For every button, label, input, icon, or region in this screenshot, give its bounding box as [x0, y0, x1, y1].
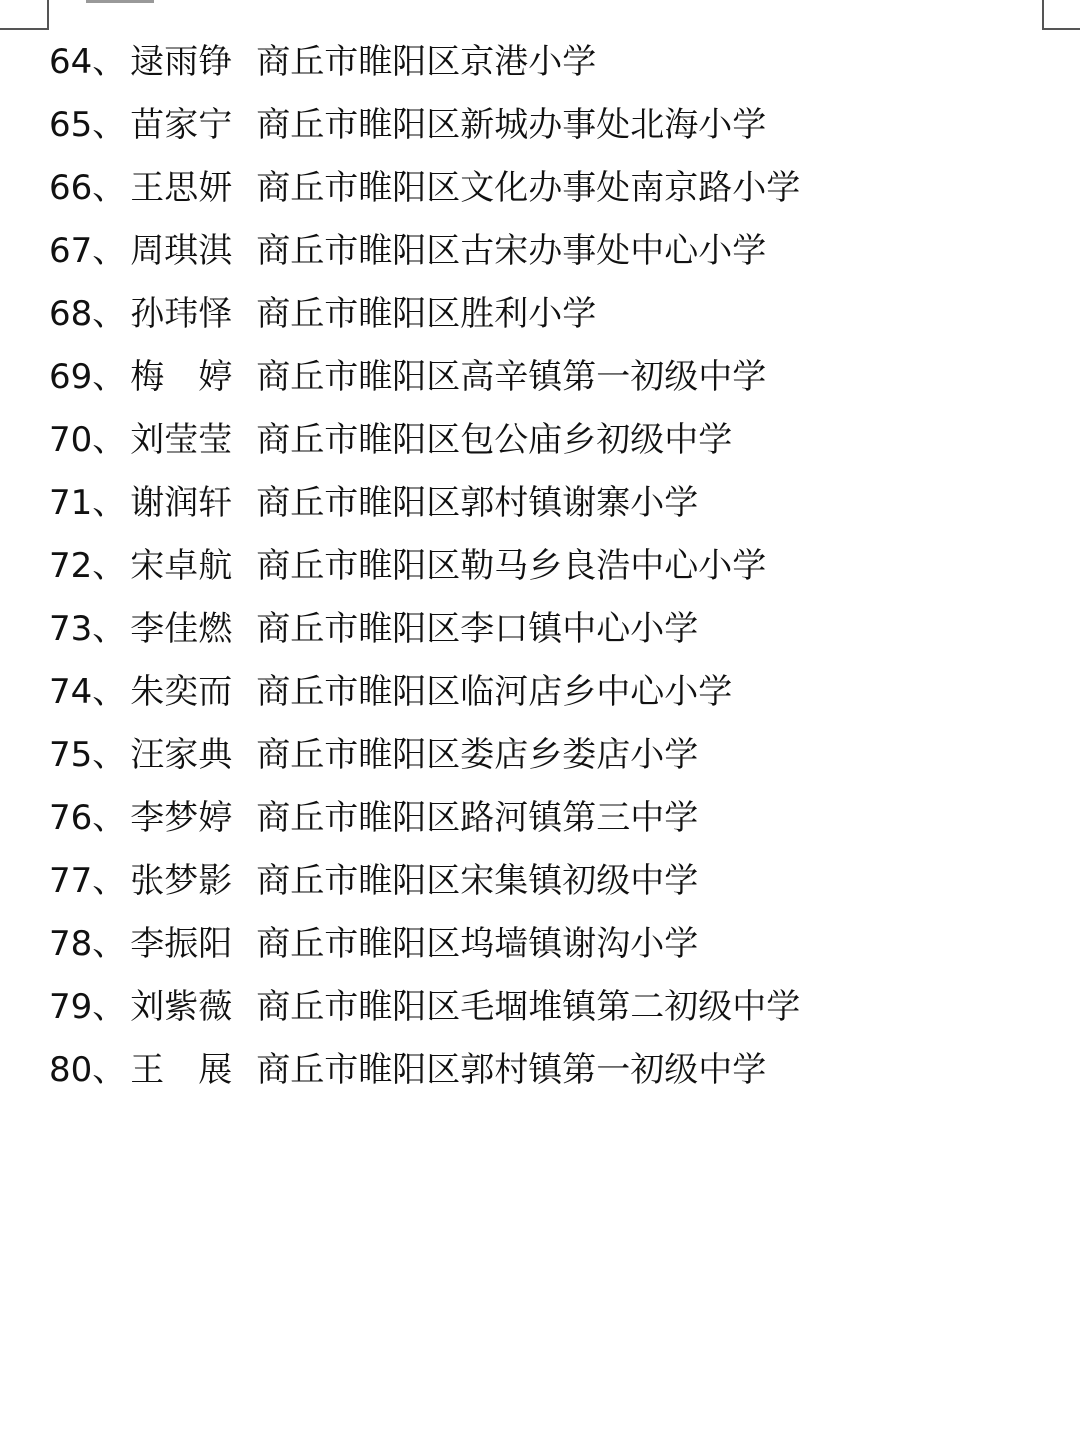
- student-name: 逯雨铮: [130, 42, 233, 82]
- school-name: 商丘市睢阳区李口镇中心小学: [256, 609, 699, 649]
- entry-separator: 、: [92, 672, 127, 712]
- entry-separator: 、: [92, 609, 127, 649]
- entry-separator: 、: [92, 357, 127, 397]
- list-item: [49, 794, 800, 857]
- student-name: 苗家宁: [130, 105, 233, 145]
- list-item: [49, 1046, 800, 1109]
- school-name: 商丘市睢阳区宋集镇初级中学: [256, 861, 699, 901]
- entry-number: 68: [49, 294, 93, 334]
- entry-number: 77: [49, 861, 93, 901]
- school-name: 商丘市睢阳区文化办事处南京路小学: [256, 168, 801, 208]
- entry-number: 73: [49, 609, 93, 649]
- entry-separator: 、: [92, 546, 127, 586]
- previous-line-fragment: [86, 0, 154, 3]
- entry-number: 76: [49, 798, 93, 838]
- list-item: [49, 920, 800, 983]
- entry-number: 71: [49, 483, 93, 523]
- list-item: [49, 353, 800, 416]
- student-name: 刘莹莹: [130, 420, 233, 460]
- entry-number: 69: [49, 357, 93, 397]
- entry-number: 64: [49, 42, 93, 82]
- school-name: 商丘市睢阳区高辛镇第一初级中学: [256, 357, 767, 397]
- crop-mark-top-left: [0, 0, 49, 30]
- entry-number: 78: [49, 924, 93, 964]
- student-name: 李佳燃: [130, 609, 233, 649]
- entry-number: 66: [49, 168, 93, 208]
- student-name: 刘紫薇: [130, 987, 233, 1027]
- entry-number: 67: [49, 231, 93, 271]
- entry-number: 72: [49, 546, 93, 586]
- school-name: 商丘市睢阳区胜利小学: [256, 294, 597, 334]
- entry-number: 65: [49, 105, 93, 145]
- entry-number: 79: [49, 987, 93, 1027]
- list-item: [49, 668, 800, 731]
- entry-separator: 、: [92, 483, 127, 523]
- entry-separator: 、: [92, 231, 127, 271]
- list-item: [49, 416, 800, 479]
- list-item: [49, 227, 800, 290]
- list-item: [49, 983, 800, 1046]
- entry-separator: 、: [92, 924, 127, 964]
- entry-separator: 、: [92, 168, 127, 208]
- school-name: 商丘市睢阳区古宋办事处中心小学: [256, 231, 767, 271]
- student-name: 张梦影: [130, 861, 233, 901]
- student-name: 宋卓航: [130, 546, 233, 586]
- student-name: 孙玮怿: [130, 294, 233, 334]
- entry-separator: 、: [92, 420, 127, 460]
- student-name: 李梦婷: [130, 798, 233, 838]
- list-item: [49, 290, 800, 353]
- entry-separator: 、: [92, 987, 127, 1027]
- entry-number: 70: [49, 420, 93, 460]
- list-item: [49, 101, 800, 164]
- school-name: 商丘市睢阳区郭村镇谢寨小学: [256, 483, 699, 523]
- school-name: 商丘市睢阳区郭村镇第一初级中学: [256, 1050, 767, 1090]
- entry-separator: 、: [92, 798, 127, 838]
- entry-separator: 、: [92, 735, 127, 775]
- entry-number: 75: [49, 735, 93, 775]
- school-name: 商丘市睢阳区娄店乡娄店小学: [256, 735, 699, 775]
- list-item: [49, 38, 800, 101]
- student-name: 汪家典: [130, 735, 233, 775]
- crop-mark-top-right: [1042, 0, 1080, 30]
- entry-separator: 、: [92, 42, 127, 82]
- school-name: 商丘市睢阳区路河镇第三中学: [256, 798, 699, 838]
- entry-separator: 、: [92, 861, 127, 901]
- entry-separator: 、: [92, 105, 127, 145]
- student-name: 李振阳: [130, 924, 233, 964]
- student-name: 谢润轩: [130, 483, 233, 523]
- student-name: 梅 婷: [130, 357, 233, 397]
- school-name: 商丘市睢阳区新城办事处北海小学: [256, 105, 767, 145]
- entry-number: 74: [49, 672, 93, 712]
- school-name: 商丘市睢阳区包公庙乡初级中学: [256, 420, 733, 460]
- list-item: [49, 857, 800, 920]
- entry-number: 80: [49, 1050, 93, 1090]
- school-name: 商丘市睢阳区坞墙镇谢沟小学: [256, 924, 699, 964]
- winner-list: [49, 38, 800, 1109]
- school-name: 商丘市睢阳区勒马乡良浩中心小学: [256, 546, 767, 586]
- school-name: 商丘市睢阳区京港小学: [256, 42, 597, 82]
- list-item: [49, 542, 800, 605]
- list-item: [49, 479, 800, 542]
- student-name: 周琪淇: [130, 231, 233, 271]
- student-name: 王思妍: [130, 168, 233, 208]
- school-name: 商丘市睢阳区毛堌堆镇第二初级中学: [256, 987, 801, 1027]
- student-name: 王 展: [130, 1050, 233, 1090]
- entry-separator: 、: [92, 1050, 127, 1090]
- student-name: 朱奕而: [130, 672, 233, 712]
- entry-separator: 、: [92, 294, 127, 334]
- school-name: 商丘市睢阳区临河店乡中心小学: [256, 672, 733, 712]
- list-item: [49, 164, 800, 227]
- list-item: [49, 731, 800, 794]
- list-item: [49, 605, 800, 668]
